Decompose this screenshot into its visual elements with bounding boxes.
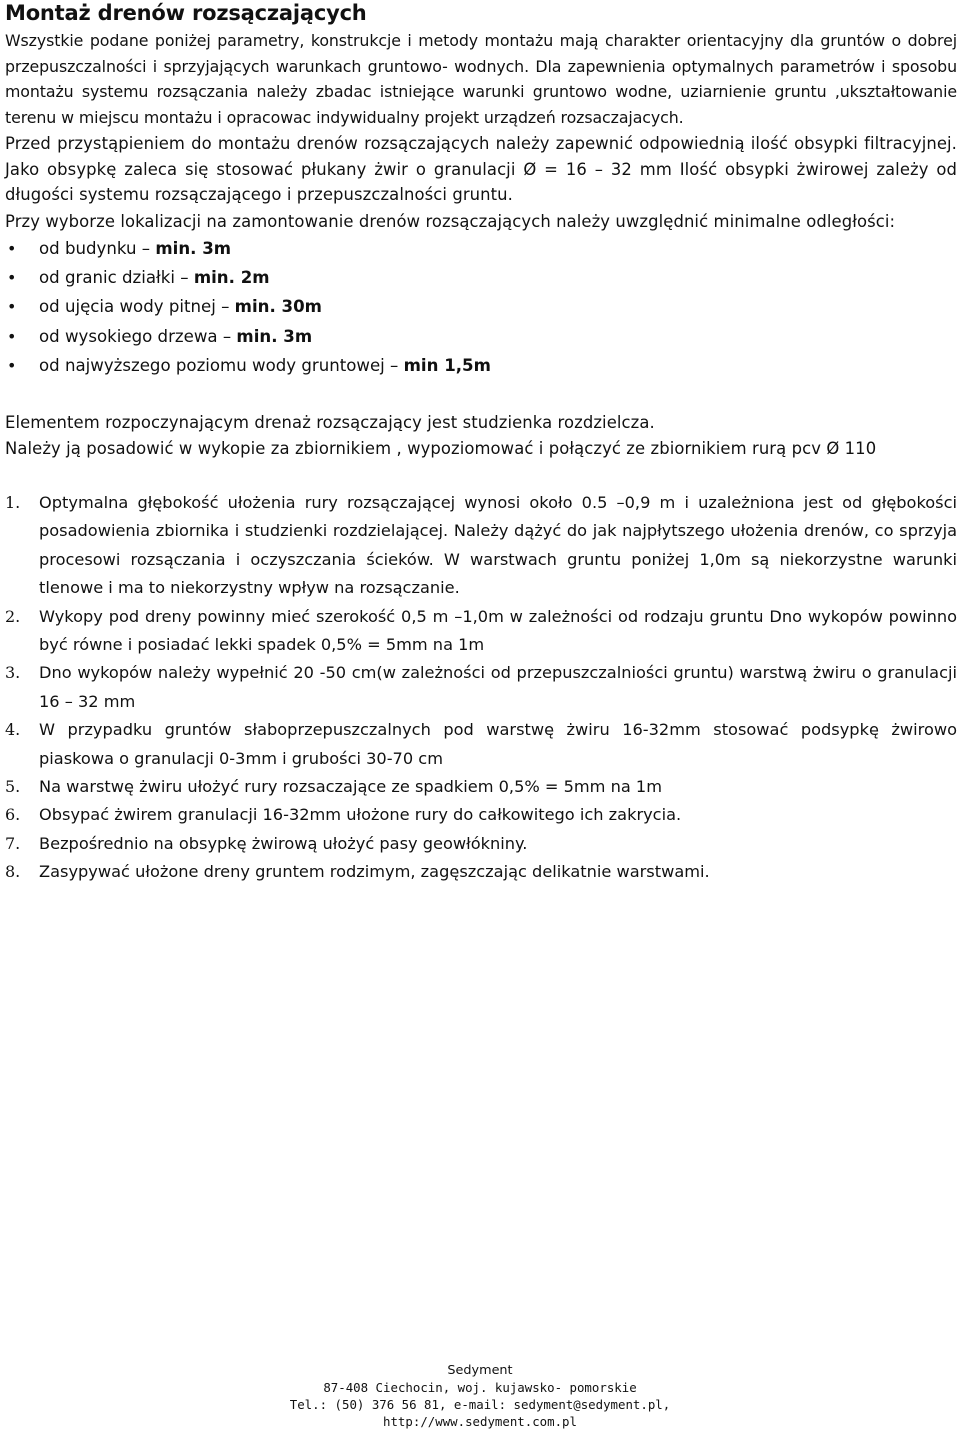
step-text: Dno wykopów należy wypełnić 20 -50 cm(w zależności od przepuszczalniości gruntu) warstwą żwiru o granulacji 16 – 32 mm [39,663,957,711]
list-item [5,263,957,292]
list-item [5,659,957,716]
list-item [5,716,957,773]
distance-value: min. 2m [193,268,270,288]
list-item [5,351,957,380]
step-text: W przypadku gruntów słaboprzepuszczalnych pod warstwę żwiru 16-32mm stosować podsypkę żwirowo piaskowa o granulacji 0-3mm i grubości 30-70 cm [39,720,957,768]
distance-value: min. 3m [155,239,232,258]
step-text: Bezpośrednio na obsypkę żwirową ułożyć pasy geowłókniny. [39,833,528,853]
footer-company: Sedyment [447,1363,513,1378]
distance-value: min 1,5m [403,355,491,375]
spacer [5,461,957,489]
step-number: 4. [5,720,21,740]
document-body [5,0,957,887]
step-number: 7. [5,833,21,853]
step-number: 1. [5,493,21,513]
bullet-icon: • [7,355,17,375]
distance-value: min. 3m [236,326,313,346]
distance-label: od budynku – [39,239,156,258]
list-item [5,830,957,858]
step-text: Wykopy pod dreny powinny mieć szerokość 0,5 m –1,0m w zależności od rodzaju gruntu Dno wykopów powinno być równe i posiadać lekki spadek 0,5% = 5mm na 1m [39,606,957,655]
bullet-icon: • [7,239,17,258]
list-item [5,234,957,263]
page-title: Montaż drenów rozsączających [5,1,367,25]
list-item [5,801,957,829]
step-number: 2. [5,606,21,626]
footer-website-link[interactable]: http://www.sedyment.com.pl [383,1414,577,1429]
step-text: Na warstwę żwiru ułożyć rury rozsaczające ze spadkiem 0,5% = 5mm na 1m [39,777,662,797]
step-text: Obsypać żwirem granulacji 16-32mm ułożone rury do całkowitego ich zakrycia. [39,805,682,825]
list-item [5,858,957,886]
distances-list [5,234,957,380]
distance-label: od ujęcia wody pitnej – [39,297,235,317]
distance-label: od najwyższego poziomu wody gruntowej – [39,355,404,375]
step-text: Zasypywać ułożone dreny gruntem rodzimym, zagęszczając delikatnie warstwami. [39,862,710,882]
bullet-icon: • [7,297,17,317]
connect-paragraph: Należy ją posadowić w wykopie za zbiornikiem , wypoziomować i połączyć ze zbiornikiem rurą pcv Ø 110 [5,438,877,458]
step-number: 8. [5,862,21,882]
step-number: 6. [5,805,21,825]
bullet-icon: • [7,268,17,288]
steps-list [5,489,957,887]
list-item [5,603,957,660]
distance-label: od wysokiego drzewa – [39,326,237,346]
distance-label: od granic działki – [39,268,194,288]
list-item [5,773,957,801]
list-item [5,292,957,321]
page-footer [0,1362,960,1430]
spacer [5,380,957,410]
backfill-paragraph: Przed przystąpieniem do montażu drenów rozsączających należy zapewnić odpowiednią ilość obsypki filtracyjnej. Jako obsypkę zaleca się stosować płukany żwir o granulacji Ø = 16 – 32 mm Ilość obsypki żwirowej zależy od długości systemu rozsączającego i przepuszczalności gruntu. [5,134,957,204]
start-paragraph: Elementem rozpoczynającym drenaż rozsączający jest studzienka rozdzielcza. [5,413,655,433]
list-item [5,489,957,603]
footer-contact: Tel.: (50) 376 56 81, e-mail: sedyment@sedyment.pl, [289,1397,671,1412]
footer-address: 87-408 Ciechocin, woj. kujawsko- pomorskie [323,1380,637,1395]
bullet-icon: • [7,326,17,346]
intro-paragraph: Wszystkie podane poniżej parametry, konstrukcje i metody montażu mają charakter orientacyjny dla gruntów o dobrej przepuszczalności i sprzyjających warunkach gruntowo- wodnych. Dla zapewnienia optymalnych parametrów i sposobu montażu systemu rozsączania należy zbadac istniejące warunki gruntowo wodne, uziarnienie gruntu ,ukształtowanie terenu w miejscu montażu i opracowac indywidualny projekt urządzeń rozsaczajacych. [5,31,957,127]
step-number: 3. [5,663,21,683]
list-item [5,322,957,351]
step-text: Optymalna głębokość ułożenia rury rozsączającej wynosi około 0.5 –0,9 m i uzależniona jest od głębokości posadowienia zbiornika i studzienki rozdzielającej. Należy dążyć do jak najpłytszego ułożenia drenów, co sprzyja procesowi rozsączania i oczyszczania ścieków. W warstwach gruntu poniżej 1,0m są niekorzystne warunki tlenowe i ma to niekorzystny wpływ na rozsączanie. [39,493,957,598]
distances-paragraph: Przy wyborze lokalizacji na zamontowanie drenów rozsączających należy uwzględnić minimalne odległości: [5,211,896,231]
distance-value: min. 30m [234,297,322,317]
step-number: 5. [5,777,21,797]
